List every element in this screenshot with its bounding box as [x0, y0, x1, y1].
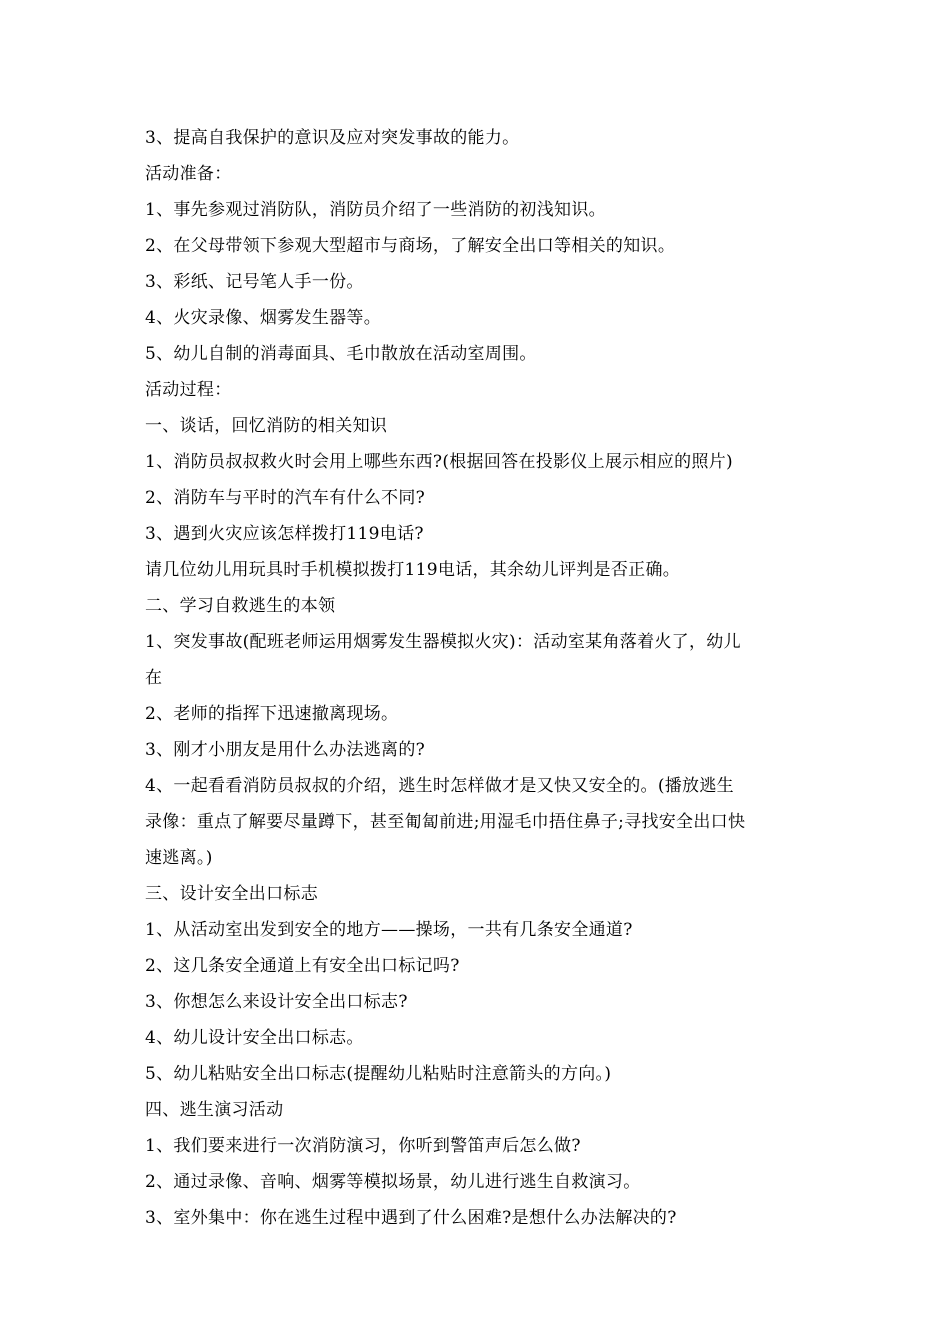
text-line: 2、通过录像、音响、烟雾等模拟场景，幼儿进行逃生自救演习。 — [145, 1172, 641, 1192]
text-line: 2、消防车与平时的汽车有什么不同? — [145, 488, 426, 508]
section-heading: 活动过程： — [145, 380, 232, 400]
text-line: 2、这几条安全通道上有安全出口标记吗? — [145, 956, 460, 976]
text-line: 4、幼儿设计安全出口标志。 — [145, 1028, 364, 1048]
text-line: 3、你想怎么来设计安全出口标志? — [145, 992, 408, 1012]
section-heading: 活动准备： — [145, 164, 232, 184]
text-line: 2、老师的指挥下迅速撤离现场。 — [145, 704, 399, 724]
text-line: 1、我们要来进行一次消防演习，你听到警笛声后怎么做? — [145, 1136, 581, 1156]
text-line: 3、彩纸、记号笔人手一份。 — [145, 272, 364, 292]
text-line: 3、遇到火灾应该怎样拨打119电话? — [145, 524, 424, 544]
text-line: 4、火灾录像、烟雾发生器等。 — [145, 308, 382, 328]
text-line: 5、幼儿自制的消毒面具、毛巾散放在活动室周围。 — [145, 344, 537, 364]
text-line: 5、幼儿粘贴安全出口标志(提醒幼儿粘贴时注意箭头的方向。) — [145, 1064, 612, 1084]
text-line: 2、在父母带领下参观大型超市与商场，了解安全出口等相关的知识。 — [145, 236, 676, 256]
text-line: 3、刚才小朋友是用什么办法逃离的? — [145, 740, 426, 760]
subsection-heading: 一、谈话，回忆消防的相关知识 — [145, 416, 388, 436]
text-line: 1、突发事故(配班老师运用烟雾发生器模拟火灾)：活动室某角落着火了，幼儿 — [145, 632, 741, 652]
document-body — [145, 120, 825, 1236]
text-line: 1、事先参观过消防队，消防员介绍了一些消防的初浅知识。 — [145, 200, 606, 220]
subsection-heading: 二、学习自救逃生的本领 — [145, 596, 336, 616]
text-line: 速逃离。) — [145, 848, 213, 868]
text-line: 1、从活动室出发到安全的地方——操场，一共有几条安全通道? — [145, 920, 633, 940]
text-line: 3、室外集中：你在逃生过程中遇到了什么困难?是想什么办法解决的? — [145, 1208, 677, 1228]
text-line: 1、消防员叔叔救火时会用上哪些东西?(根据回答在投影仪上展示相应的照片) — [145, 452, 733, 472]
subsection-heading: 三、设计安全出口标志 — [145, 884, 318, 904]
subsection-heading: 四、逃生演习活动 — [145, 1100, 284, 1120]
text-line: 3、提高自我保护的意识及应对突发事故的能力。 — [145, 128, 520, 148]
text-line: 请几位幼儿用玩具时手机模拟拨打119电话，其余幼儿评判是否正确。 — [145, 560, 681, 580]
text-line: 4、一起看看消防员叔叔的介绍，逃生时怎样做才是又快又安全的。(播放逃生 — [145, 776, 734, 796]
text-line: 在 — [145, 668, 163, 688]
text-line: 录像：重点了解要尽量蹲下，甚至匍匐前进;用湿毛巾捂住鼻子;寻找安全出口快 — [145, 812, 746, 832]
